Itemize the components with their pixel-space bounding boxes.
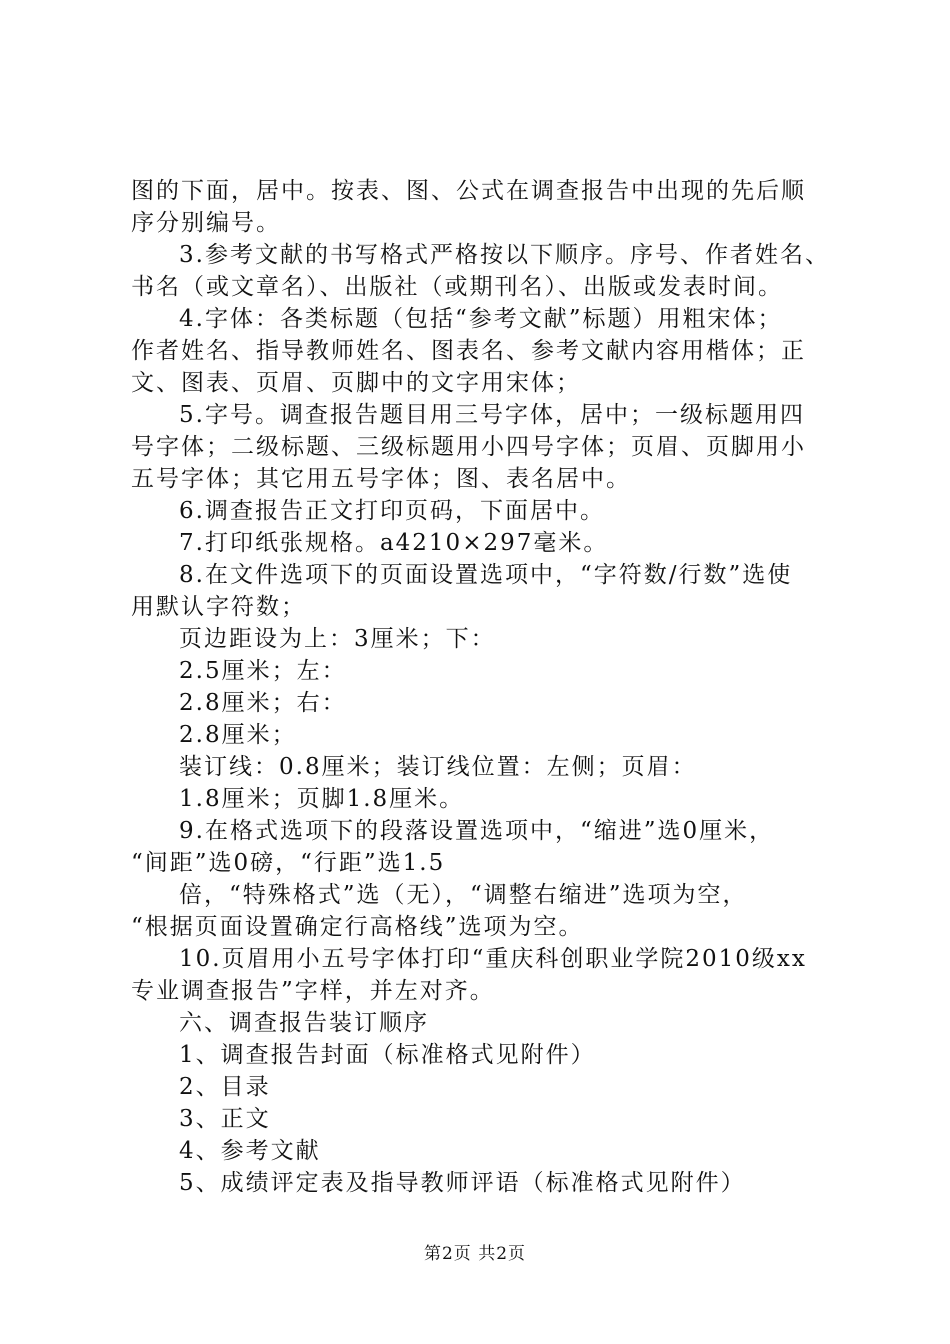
page-footer: 第2页 共2页 [423, 1244, 527, 1264]
text-line: 10.页眉用小五号字体打印“重庆科创职业学院2010级xx [179, 946, 807, 972]
text-line: 文、图表、页眉、页脚中的文字用宋体； [131, 370, 581, 396]
text-line: 5.字号。调查报告题目用三号字体，居中；一级标题用四 [179, 402, 805, 428]
document-body [131, 175, 831, 1199]
text-line: 作者姓名、指导教师姓名、图表名、参考文献内容用楷体；正 [131, 338, 806, 364]
text-line: 2.8厘米；右： [179, 690, 347, 716]
text-line: 书名（或文章名）、出版社（或期刊名）、出版或发表时间。 [131, 274, 783, 300]
text-line: 7.打印纸张规格。a4210×297毫米。 [179, 530, 609, 556]
text-line: 1.8厘米；页脚1.8厘米。 [179, 786, 465, 812]
text-line: 用默认字符数； [131, 594, 306, 620]
text-line: 6.调查报告正文打印页码，下面居中。 [179, 498, 605, 524]
text-line: 3.参考文献的书写格式严格按以下顺序。序号、作者姓名、 [179, 242, 830, 268]
text-line: 装订线：0.8厘米；装订线位置：左侧；页眉： [179, 754, 697, 780]
text-line: 图的下面，居中。按表、图、公式在调查报告中出现的先后顺 [131, 178, 806, 204]
text-line: 4.字体：各类标题（包括“参考文献”标题）用粗宋体； [179, 306, 783, 332]
text-line: 2、目录 [179, 1074, 271, 1100]
text-line: 序分别编号。 [131, 210, 281, 236]
text-line: “间距”选0磅，“行距”选1.5 [131, 850, 446, 876]
text-line: 3、正文 [179, 1106, 271, 1132]
text-line: 1、调查报告封面（标准格式见附件） [179, 1042, 596, 1068]
text-line: 2.8厘米； [179, 722, 297, 748]
text-line: 2.5厘米；左： [179, 658, 347, 684]
text-line: 8.在文件选项下的页面设置选项中，“字符数/行数”选使 [179, 562, 793, 588]
text-line: 号字体；二级标题、三级标题用小四号字体；页眉、页脚用小 [131, 434, 806, 460]
text-line: 六、调查报告装订顺序 [179, 1010, 429, 1036]
text-line: “根据页面设置确定行高格线”选项为空。 [131, 914, 584, 940]
text-line: 9.在格式选项下的段落设置选项中，“缩进”选0厘米， [179, 818, 775, 844]
text-line: 页边距设为上：3厘米；下： [179, 626, 496, 652]
text-line: 5、成绩评定表及指导教师评语（标准格式见附件） [179, 1170, 746, 1196]
text-line: 五号字体；其它用五号字体；图、表名居中。 [131, 466, 631, 492]
text-line: 4、参考文献 [179, 1138, 321, 1164]
text-line: 倍，“特殊格式”选（无），“调整右缩进”选项为空， [179, 882, 748, 908]
text-line: 专业调查报告”字样，并左对齐。 [131, 978, 495, 1004]
